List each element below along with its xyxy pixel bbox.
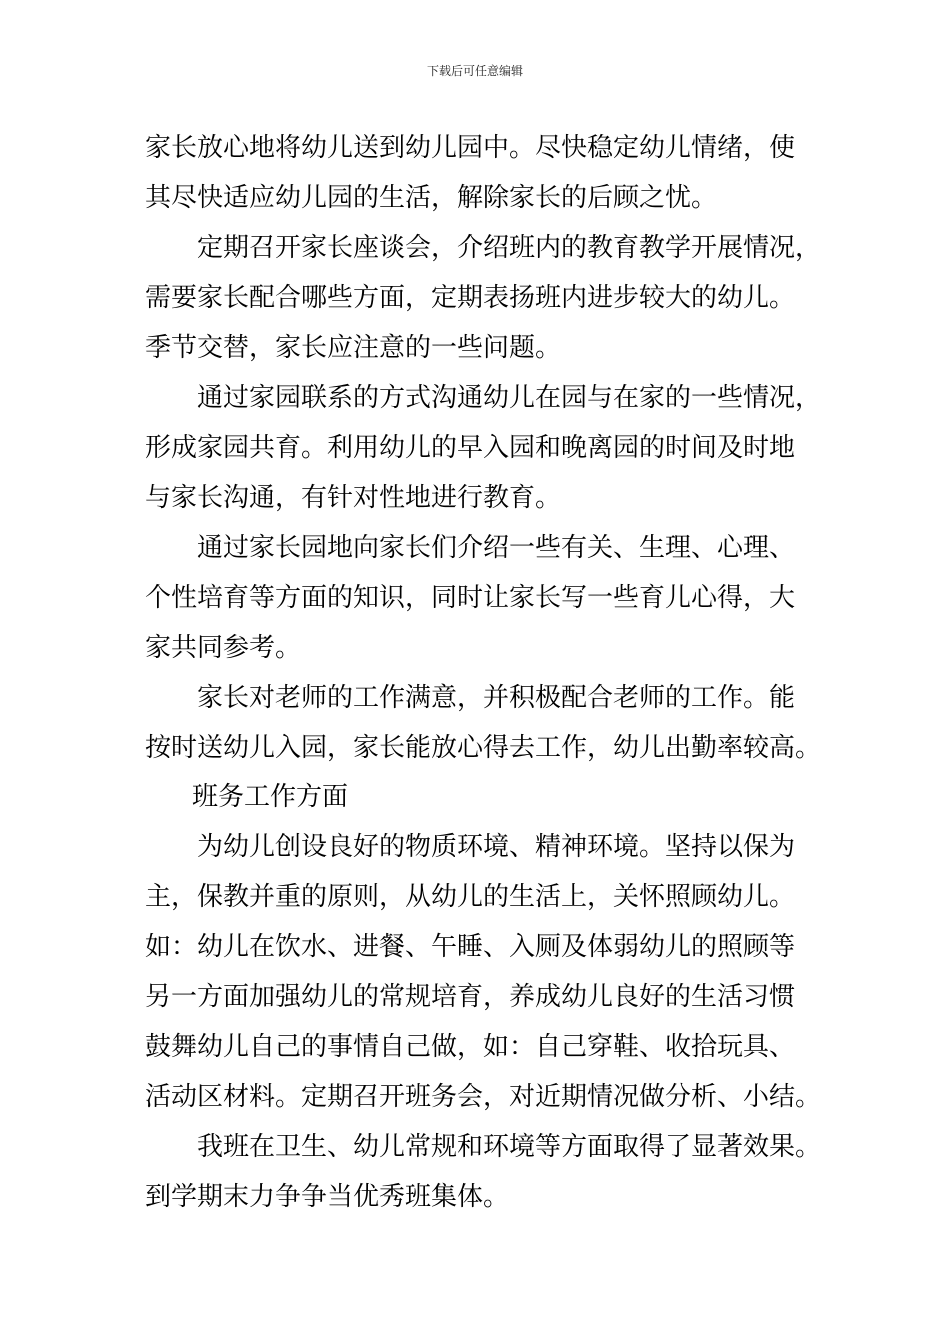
text-line: 季节交替，家长应注意的一些问题。 (145, 333, 562, 363)
text-line: 到学期末力争争当优秀班集体。 (145, 1182, 510, 1212)
page-header: 下载后可任意编辑 (426, 64, 523, 78)
text-line: 按时送幼儿入园，家长能放心得去工作，幼儿出勤率较高。 (145, 733, 822, 763)
text-line: 通过家园联系的方式沟通幼儿在园与在家的一些情况， (197, 383, 822, 413)
text-line: 与家长沟通，有针对性地进行教育。 (145, 483, 562, 513)
text-line: 我班在卫生、幼儿常规和环境等方面取得了显著效果。 (197, 1132, 822, 1162)
text-line: 定期召开家长座谈会，介绍班内的教育教学开展情况， (197, 233, 822, 263)
text-line: 鼓舞幼儿自己的事情自己做，如：自己穿鞋、收拾玩具、 (145, 1032, 796, 1062)
text-line: 个性培育等方面的知识，同时让家长写一些育儿心得，大 (145, 583, 796, 613)
text-line: 形成家园共育。利用幼儿的早入园和晚离园的时间及时地 (145, 433, 796, 463)
text-line: 需要家长配合哪些方面，定期表扬班内进步较大的幼儿。 (145, 283, 796, 313)
text-line: 为幼儿创设良好的物质环境、精神环境。坚持以保为 (197, 832, 796, 862)
text-line: 活动区材料。定期召开班务会，对近期情况做分析、小结。 (145, 1082, 822, 1112)
text-line: 主，保教并重的原则，从幼儿的生活上，关怀照顾幼儿。 (145, 882, 796, 912)
text-line: 家长放心地将幼儿送到幼儿园中。尽快稳定幼儿情绪，使 (145, 133, 796, 163)
section-heading: 班务工作方面 (192, 782, 349, 812)
text-line: 家共同参考。 (145, 633, 302, 663)
text-line: 如：幼儿在饮水、进餐、午睡、入厕及体弱幼儿的照顾等 (145, 932, 796, 962)
text-line: 通过家长园地向家长们介绍一些有关、生理、心理、 (197, 533, 796, 563)
text-line: 另一方面加强幼儿的常规培育，养成幼儿良好的生活习惯 (145, 982, 796, 1012)
text-line: 其尽快适应幼儿园的生活，解除家长的后顾之忧。 (145, 183, 718, 213)
text-line: 家长对老师的工作满意，并积极配合老师的工作。能 (197, 683, 796, 713)
